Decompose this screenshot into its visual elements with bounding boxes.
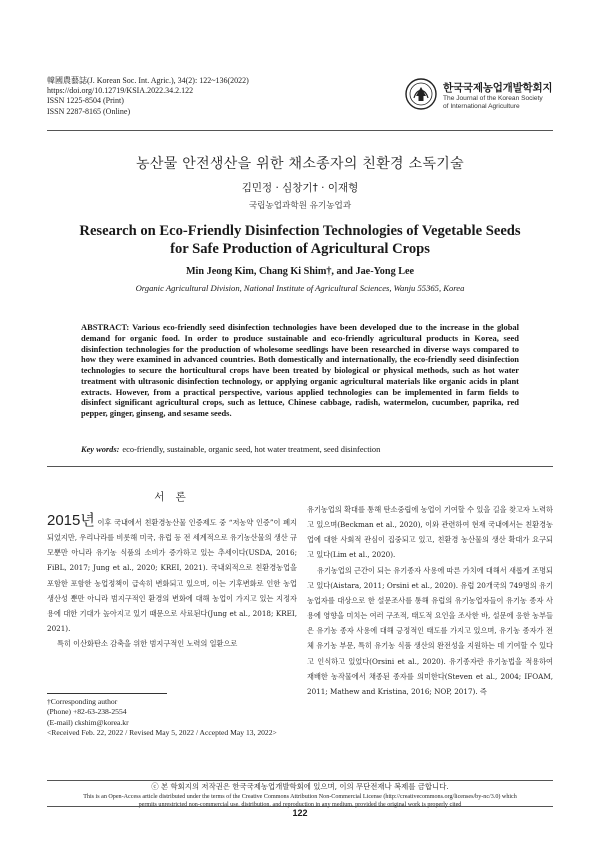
abstract-divider <box>47 466 553 467</box>
doi-link[interactable]: https://doi.org/10.12719/KSIA.2022.34.2.122 <box>47 86 194 96</box>
journal-meta <box>47 76 249 117</box>
authors-english: Min Jeong Kim, Chang Ki Shim†, and Jae-Yong Lee <box>185 266 415 277</box>
paragraph: 2015년 이후 국내에서 친환경농산물 인증제도 중 “저농약 인증”이 폐지되었지만, 우리나라를 비롯해 미국, 유럽 등 전 세계적으로 유기농산물의 생산 규모뿐만 아니라 유기농 식품의 소비가 증가하고 있는 추세이다(USDA, 2016; FiBL, 2017; Jung et al., 2020; KREI, 2021). 국내외적으로 친환경농업을 포함한 포함한 농업정책이 급속히 변화되고 있으며, 이는 기후변화로 인한 농업 생산성 뿐만 아니라 범지구적인 환경의 변화에 대해 농업이 가지고 있는 지정자용에 대한 기대가 높아지고 있기 때문으로 사료된다(Jung et al., 2018; KREI, 2021). <box>47 512 297 634</box>
paragraph: 유기농업의 확대를 통해 탄소중립에 농업이 기여할 수 있을 길을 찾고자 노력하고 있으며(Beckman et al., 2020), 이와 관련하여 현재 국내에서는 친환경농업에 대한 사회적 관심이 집중되고 있고, 친환경 농산물의 생산 확대가 요구되고 있다(Lim et al., 2020). <box>307 505 553 560</box>
footnote-divider <box>47 693 167 694</box>
keywords <box>81 445 519 454</box>
email[interactable]: (E-mail) ckshim@korea.kr <box>47 717 129 727</box>
license-divider-top <box>47 780 553 781</box>
license-divider-bottom <box>47 806 553 807</box>
corresponding-author: †Corresponding author <box>47 697 118 706</box>
affiliation-korean: 국립농업과학원 유기농업과 <box>248 201 352 211</box>
society-emblem-icon <box>405 78 437 110</box>
received-dates: <Received Feb. 22, 2022 / Revised May 5, 2022 / Accepted May 13, 2022> <box>47 727 277 737</box>
journal-citation: 韓國農藝誌(J. Korean Soc. Int. Agric.), 34(2): 122~136(2022) <box>47 76 249 85</box>
paragraph-lead: 2015년 <box>47 512 95 529</box>
keywords-label: Key words: <box>81 445 120 454</box>
paragraph: 특히 이산화탄소 감축을 위한 범지구적인 노력의 일환으로 <box>57 639 238 649</box>
society-name-ko: 한국국제농업개발학회지 <box>443 82 553 94</box>
abstract: ABSTRACT: Various eco-friendly seed disinfection technologies have been developed due to the increase in the global demand for organic food. In order to produce sustainable and eco-friendly agricultural products in Korea, seed disinfection technologies for the production of wholesome seedlings have been researched in diverse ways compared to how they were examined in advanced countries. Both domestically and internationally, the eco-friendly seed disinfection technologies to secure the horticultural crops have been treated by biological or physical methods, such as hot water treatment with ultrasonic disinfection technology, or applying organic agricultural materials like organic acids in plant extracts. However, from a practical perspective, various applied technologies can be implemented in farm fields to disinfect significant agricultural crops, such as lettuce, Chinese cabbage, radish, watermelon, cucumber, paprika, red pepper, ginger, ginseng, and sesame seeds. <box>81 322 519 418</box>
keywords-text: eco-friendly, sustainable, organic seed, hot water treatment, seed disinfection <box>122 445 381 454</box>
society-logo <box>405 78 565 118</box>
body-column-right <box>307 502 553 699</box>
paragraph: 유기농업의 근간이 되는 유기종자 사용에 따른 가치에 대해서 새롭게 조명되고 있다(Aistara, 2011; Orsini et al., 2020). 유럽 20개국의 749명의 유기농업자를 대상으로 한 설문조사를 통해 유럽의 유기농업자들이 유기농 종자 사용에 영향을 미치는 여러 구조적, 태도적 요인을 조사한 바, 설문에 응한 농부들은 유기농 종자 사용에 대해 긍정적인 태도를 가지고 있으며, 유기농 종자가 전체 유기농 부문, 특히 유기농 식품 생산의 완전성을 지원하는 데 기여할 수 있다고 인식하고 있었다(Orsini et al., 2020). 유기종자란 유기농법을 적용하여 재배한 농작물에서 채종된 종자를 의미한다(Steven et al., 2004; IFOAM, 2011; Mathew and Kristina, 2016; NOP, 2017). 즉 <box>307 565 553 696</box>
authors-korean: 김민정 · 심창기† · 이재형 <box>241 182 359 194</box>
license-english-1: This is an Open-Access article distributed under the terms of the Creative Commons Attribution Non-Commercial License (http://creativecommons.org/licenses/by-nc/3.0) which <box>83 794 517 801</box>
issn-online: ISSN 2287-8165 (Online) <box>47 106 131 116</box>
license-english-2: permits unrestricted non-commercial use, distribution, and reproduction in any medium, provided the original work is properly cited <box>138 802 462 809</box>
title-korean: 농산물 안전생산을 위한 채소종자의 친환경 소독기술 <box>136 156 464 172</box>
page-number: 122 <box>292 808 308 818</box>
header-divider <box>47 130 553 131</box>
society-name-en: The Journal of the Korean Society of International Agriculture <box>443 95 543 110</box>
phone: (Phone) +82-63-238-2554 <box>47 707 127 717</box>
issn-print: ISSN 1225-8504 (Print) <box>47 96 124 106</box>
title-english: Research on Eco-Friendly Disinfection Technologies of Vegetable Seeds for Safe Production of Agricultural Crops <box>79 223 521 257</box>
affiliation-english: Organic Agricultural Division, National Institute of Agricultural Sciences, Wanju 55365, Korea <box>135 283 465 293</box>
section-heading-introduction: 서 론 <box>154 491 190 503</box>
copyright-korean: ⓒ 본 학회지의 저작권은 한국국제농업개발학회에 있으며, 이의 무단전재나 복제를 금합니다. <box>151 782 449 791</box>
footnote <box>47 697 277 738</box>
body-column-left <box>47 513 297 651</box>
